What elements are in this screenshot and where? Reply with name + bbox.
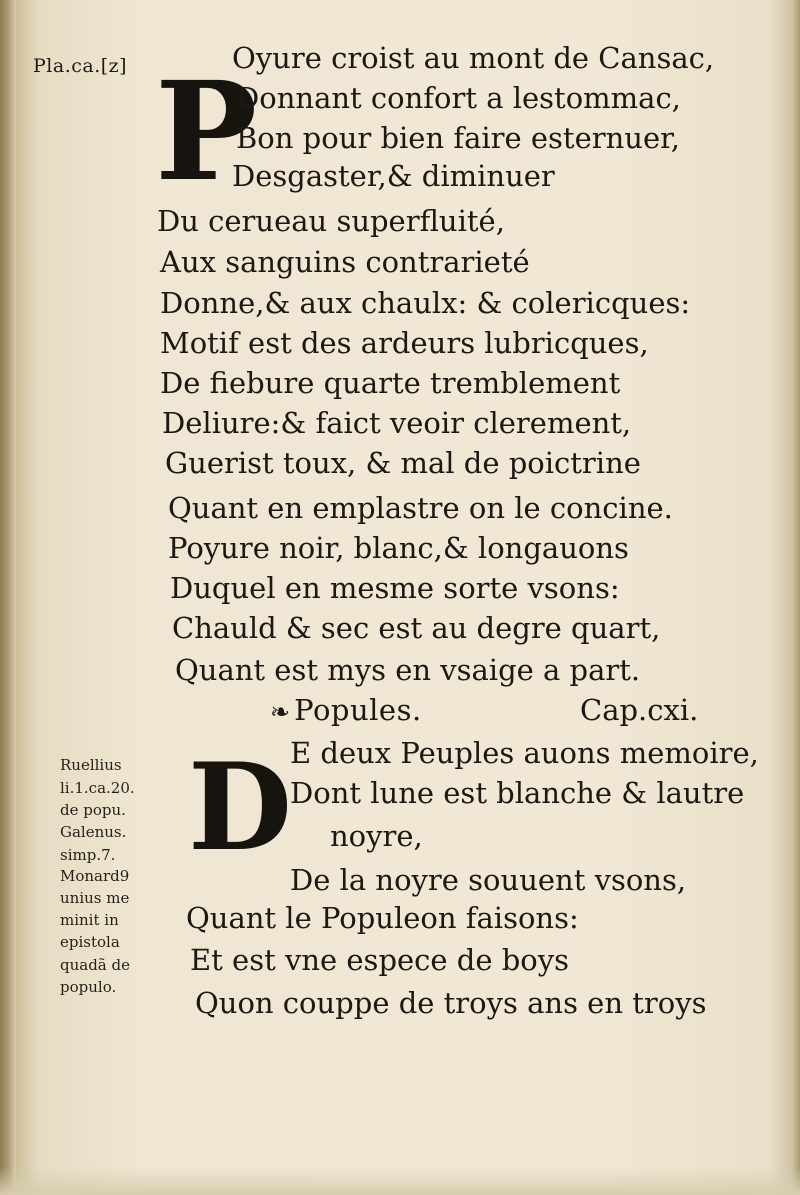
- drop-cap-d: D: [188, 737, 293, 878]
- verse-line: Motif est des ardeurs lubricques,: [160, 326, 649, 360]
- verse-line: De la noyre souuent vsons,: [290, 863, 687, 897]
- verse-line: Deliure:& faict veoir clerement,: [162, 406, 632, 440]
- page-bottom-shadow: [0, 1167, 800, 1195]
- verse-line: Duquel en mesme sorte vsons:: [170, 571, 620, 605]
- sidenote-line: unius me: [60, 889, 130, 907]
- verse-line: Desgaster,& diminuer: [232, 159, 555, 193]
- sidenote-line: populo.: [60, 978, 117, 996]
- verse-line: noyre,: [330, 819, 423, 853]
- verse-line: Donnant confort a lestommac,: [236, 81, 681, 115]
- sidenote-line: Galenus.: [60, 823, 127, 841]
- sidenote-line: quadã de: [60, 956, 130, 974]
- sidenote-line: epistola: [60, 933, 120, 951]
- verse-line: E deux Peuples auons memoire,: [290, 736, 759, 770]
- verse-line: Quant le Populeon faisons:: [186, 901, 579, 935]
- sidenote-line: simp.7.: [60, 846, 116, 864]
- verse-line: Donne,& aux chaulx: & colericques:: [160, 286, 691, 320]
- verse-line: Oyure croist au mont de Cansac,: [232, 41, 715, 75]
- verse-line: Guerist toux, & mal de poictrine: [165, 446, 641, 480]
- verse-line: Quant est mys en vsaige a part.: [175, 653, 641, 687]
- chapter-number: Cap.cxi.: [580, 693, 699, 727]
- verse-line: Poyure noir, blanc,& longauons: [168, 531, 629, 565]
- sidenote-line: de popu.: [60, 801, 126, 819]
- sidenote-line: li.1.ca.20.: [60, 779, 135, 797]
- sidenote-line: Monard9: [60, 867, 130, 885]
- verse-line: De fiebure quarte tremblement: [160, 366, 621, 400]
- verse-line: Bon pour bien faire esternuer,: [236, 121, 681, 155]
- book-spine: [0, 0, 16, 1195]
- verse-line: Dont lune est blanche & lautre: [290, 776, 745, 810]
- fleuron-icon: ❧: [270, 698, 291, 726]
- verse-line: Et est vne espece de boys: [190, 943, 570, 977]
- chapter-heading: [270, 692, 750, 730]
- drop-cap-p: P: [155, 52, 258, 212]
- verse-line: Quant en emplastre on le concine.: [168, 491, 673, 525]
- sidenote-line: Ruellius: [60, 756, 122, 774]
- verse-line: Quon couppe de troys ans en troys: [195, 986, 707, 1020]
- verse-line: Aux sanguins contrarieté: [160, 245, 530, 279]
- verse-line: Du cerueau superfluité,: [157, 204, 505, 238]
- page-reference: Pla.ca.[z]: [33, 55, 128, 77]
- sidenote-line: minit in: [60, 911, 119, 929]
- chapter-title: Popules.: [294, 693, 422, 727]
- verse-line: Chauld & sec est au degre quart,: [172, 611, 661, 645]
